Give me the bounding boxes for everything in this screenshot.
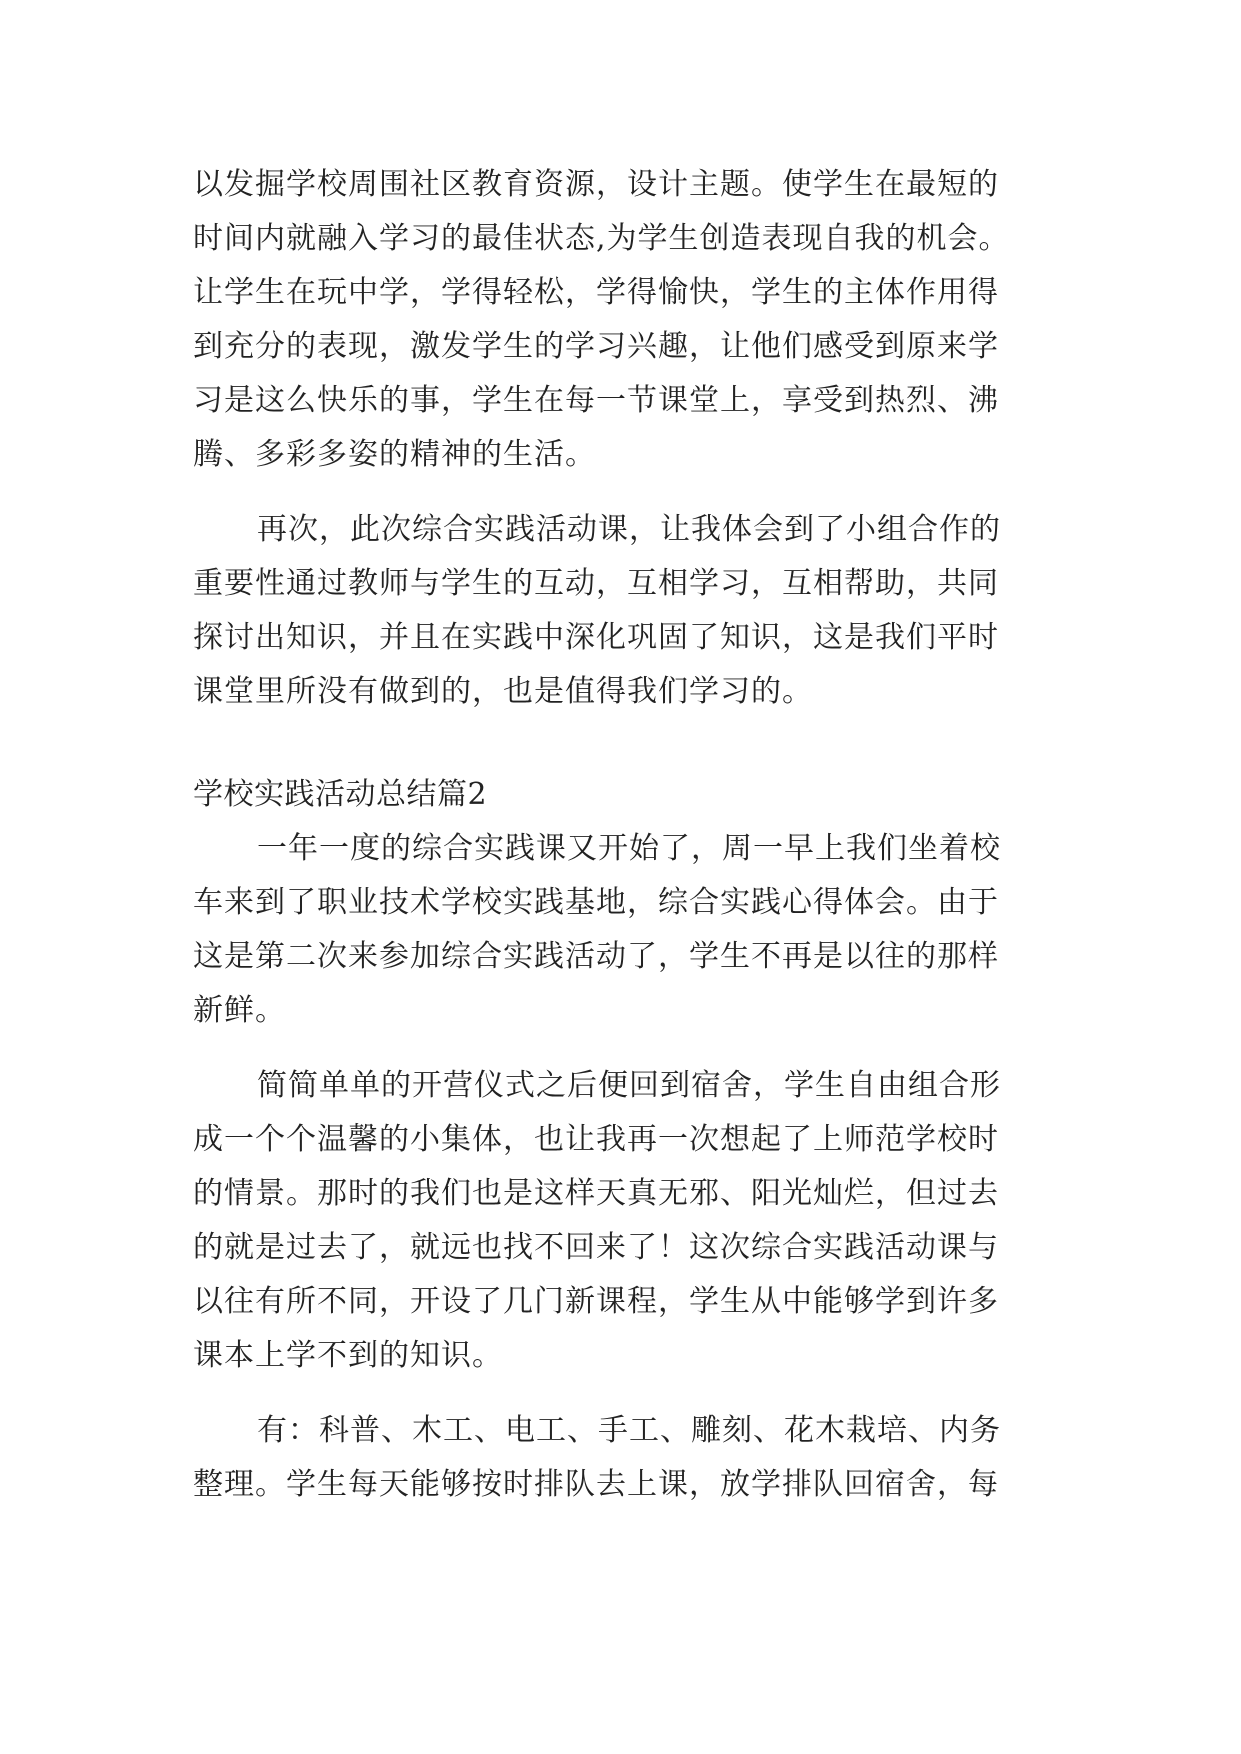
text-line: 习是这么快乐的事，学生在每一节课堂上，享受到热烈、沸 <box>193 383 999 418</box>
text-line: 的就是过去了，就远也找不回来了！这次综合实践活动课与 <box>193 1230 999 1265</box>
text-line: 课堂里所没有做到的，也是值得我们学习的。 <box>193 674 813 709</box>
text-line: 课本上学不到的知识。 <box>193 1338 503 1373</box>
paragraph-first-line: 一年一度的综合实践课又开始了，周一早上我们坐着校 <box>257 831 1001 866</box>
text-line: 腾、多彩多姿的精神的生活。 <box>193 437 596 472</box>
text-line: 让学生在玩中学，学得轻松，学得愉快，学生的主体作用得 <box>193 275 999 310</box>
text-line: 探讨出知识，并且在实践中深化巩固了知识，这是我们平时 <box>193 620 999 655</box>
text-line: 以发掘学校周围社区教育资源，设计主题。使学生在最短的 <box>193 167 999 202</box>
text-line: 重要性通过教师与学生的互动，互相学习，互相帮助，共同 <box>193 566 999 601</box>
text-line: 的情景。那时的我们也是这样天真无邪、阳光灿烂，但过去 <box>193 1176 999 1211</box>
text-line: 整理。学生每天能够按时排队去上课，放学排队回宿舍，每 <box>193 1467 999 1502</box>
text-line: 到充分的表现，激发学生的学习兴趣，让他们感受到原来学 <box>193 329 999 364</box>
paragraph-first-line: 再次，此次综合实践活动课，让我体会到了小组合作的 <box>257 512 1001 547</box>
text-line: 新鲜。 <box>193 993 286 1028</box>
text-line: 成一个个温馨的小集体，也让我再一次想起了上师范学校时 <box>193 1122 999 1157</box>
text-line: 车来到了职业技术学校实践基地，综合实践心得体会。由于 <box>193 885 999 920</box>
text-line: 以往有所不同，开设了几门新课程，学生从中能够学到许多 <box>193 1284 999 1319</box>
section-heading: 学校实践活动总结篇2 <box>193 777 488 812</box>
text-line: 这是第二次来参加综合实践活动了，学生不再是以往的那样 <box>193 939 999 974</box>
text-line: 时间内就融入学习的最佳状态,为学生创造表现自我的机会。 <box>193 221 1010 256</box>
paragraph-first-line: 简简单单的开营仪式之后便回到宿舍，学生自由组合形 <box>257 1068 1001 1103</box>
paragraph-first-line: 有：科普、木工、电工、手工、雕刻、花木栽培、内务 <box>257 1413 1001 1448</box>
